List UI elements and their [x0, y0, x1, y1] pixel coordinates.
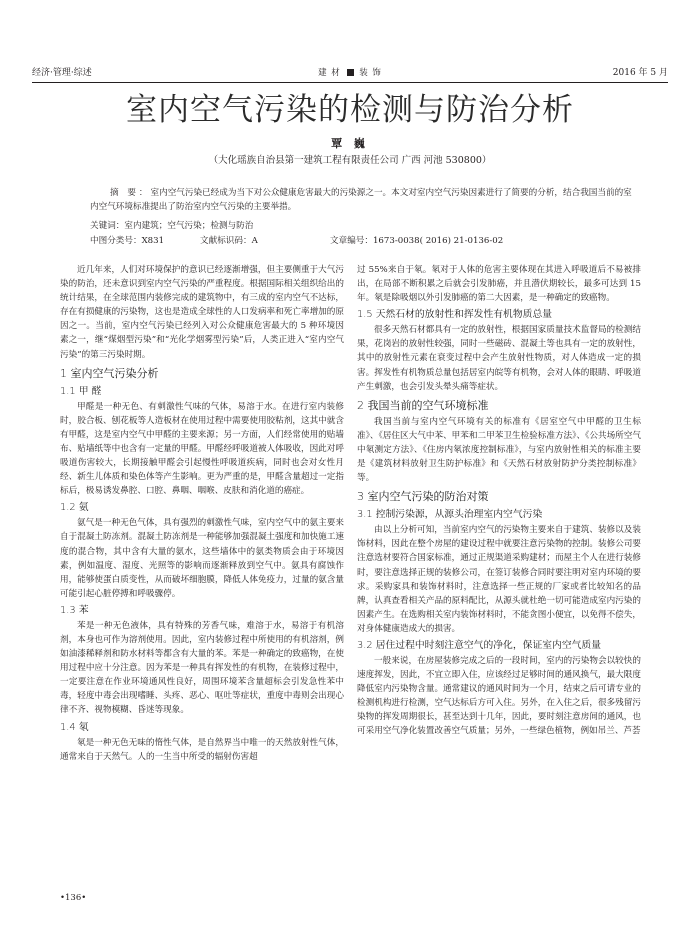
paragraph-1-2: 氨气是一种无色气体，具有强烈的刺激性气味，室内空气中的氨主要来自于混凝土防冻剂。混凝土防冻剂是一种能够加强混凝土强度和加快施工速度的混合物，其中含有大量的氨水，这些墙体中的氨类物质会由于环境因素，例如温度、湿度、光照等的影响而逐渐释放到空气中。氨具有腐蚀作用，能够使蛋白质变性，从而破坏细胞膜，降低人体免疫力，过量的氨含量可能引起心脏停搏和呼吸骤停。: [60, 518, 344, 599]
article-number: 文章编号：1673-0038( 2016) 21-0136-02: [330, 236, 504, 246]
clc-number: 中图分类号：X831: [90, 236, 165, 246]
paragraph-1-1: 甲醛是一种无色、有刺激性气味的气体，易溶于水。在进行室内装修时，胶合板、刨花板等人造板材在使用过程中需要使用胶粘剂，这其中就含有甲醛，这是室内空气中甲醛的主要来源；另一方面，人们经常使用的贴墙布、贴墙纸等中也含有一定量的甲醛。甲醛经呼吸道被人体吸收，因此对呼吸道伤害较大，长期接触甲醛会引起慢性呼吸道疾病，同时也会对女性月经、新生儿体质和染色体等产生影响。更为严重的是，甲醛含量超过一定指标后，极易诱发鼻腔、口腔、鼻咽、咽喉、皮肤和消化道的癌症。: [60, 401, 344, 497]
affiliation: （大化瑶族自治县第一建筑工程有限责任公司 广西 河池 530800）: [208, 155, 492, 166]
section-heading-3: 3 室内空气污染的防治对策: [357, 490, 489, 504]
subsection-heading-1-3: 1.3 苯: [60, 604, 89, 616]
paragraph-1-3: 苯是一种无色液体，具有特殊的芳香气味，难溶于水，易溶于有机溶剂，本身也可作为溶剂使用。因此，室内装修过程中所使用的有机溶剂，例如油漆稀释剂和防水材料等都含有大量的苯。苯是一种确定的致癌物，在使用过程中应十分注意。因为苯是一种具有挥发性的有机物，在装修过程中，一定要注意在作业环境通风性良好，周围环境苯含量超标会引发急性苯中毒，轻度中毒会出现嗜睡、头疼、恶心、呕吐等症状，重度中毒则会出现心律不齐、视物模糊、昏迷等现象。: [60, 620, 344, 716]
abstract-label: 摘 要：: [110, 188, 151, 198]
intro-paragraph: 近几年来，人们对环境保护的意识已经逐渐增强，但主要侧重于大气污染的防治，还未意识到室内空气污染的严重程度。根据国际相关组织给出的统计结果，在全球范围内装修完成的建筑物中，有三成的室内空气不达标，存在有损健康的污染物，这也是造成全球性的人口发病率和死亡率增加的原因之一。当前，室内空气污染已经列入对公众健康危害最大的 5 种环境因素之一，继“煤烟型污染”和“光化学烟雾型污染”后，人类正进入“室内空气污染”的第三污染时期。: [60, 265, 344, 360]
abstract: [90, 186, 635, 214]
keywords-text: 室内建筑；空气污染；检测与防治: [124, 221, 254, 231]
article-meta: [90, 234, 635, 248]
paragraph-3-1: 由以上分析可知，当前室内空气的污染物主要来自于建筑、装修以及装饰材料，因此在整个房屋的建设过程中就要注意污染物的控制。装修公司要注意选材要符合国家标准，通过正规渠道采购建材；而屋主个人在进行装修时，要注意选择正规的装修公司，在签订装修合同时要注明对室内环境的要求。采购家具和装饰材料时，注意选择一些正规的厂家或者比较知名的品牌，认真查看相关产品的原料配比，从源头就杜绝一切可能造成室内污染的因素产生。在选购相关室内装饰材料时，不能贪图小便宜，以免得不偿失，对身体健康造成大的损害。: [357, 525, 641, 634]
issue-date: 2016 年 5 月: [612, 68, 668, 78]
abstract-text: 室内空气污染已经成为当下对公众健康危害最大的污染源之一。本文对室内空气污染因素进行了简要的分析，结合我国当前的室内空气环境标准提出了防治室内空气污染的主要举措。: [90, 188, 632, 212]
journal-name-part1: 建 材: [318, 68, 341, 78]
subsection-heading-3-2: 3.2 居住过程中时刻注意空气的净化，保证室内空气质量: [357, 639, 602, 651]
section-heading-1: 1 室内空气污染分析: [60, 366, 159, 380]
section-heading-2: 2 我国当前的空气环境标准: [357, 398, 489, 412]
paragraph-1-5: 很多天然石材都具有一定的放射性，根据国家质量技术监督局的检测结果，花岗岩的放射性较强，同时一些磁砖、混凝土等也具有一定的放射性，其中的放射性元素在衰变过程中会产生放射性物质，对人体造成一定的损害。挥发性有机物质总量包括居室内皖等有机物，会对人体的眼睛、呼吸道产生刺激，也会引发头晕头痛等症状。: [357, 325, 641, 392]
subsection-heading-1-1: 1.1 甲 醛: [60, 385, 102, 397]
journal-name-part2: 装 饰: [359, 68, 382, 78]
paragraph-1-4: 氡是一种无色无味的惰性气体，是自然界当中唯一的天然放射性气体，通常来自于天然气。人的一生当中所受的辐射伤害超: [60, 737, 344, 762]
journal-section: 经济·管理·综述: [32, 68, 92, 78]
keywords-label: 关键词：: [90, 221, 125, 231]
subsection-heading-1-4: 1.4 氡: [60, 721, 89, 733]
page-number: •136•: [60, 893, 87, 903]
right-column: [357, 263, 641, 739]
journal-name: [0, 66, 700, 80]
paragraph-3-2: 一般来说，在房屋装修完成之后的一段时间，室内的污染物会以较快的速度挥发，因此，不宜立即入住，应该经过足够时间的通风换气，最大限度降低室内污染物含量。通常建议的通风时间为一个月，结束之后可请专业的检测机构进行检测，空气达标后方可入住。另外，在入住之后，很多残留污染物的挥发周期很长，甚至达到十几年，因此，要时刻注意房间的通风，也可采用空气净化装置改善空气质量；另外，一些绿色植物，例如吊兰、芦荟: [357, 655, 641, 737]
paragraph-1-4-continued: 过 55%来自于氡。氡对于人体的危害主要体现在其进入呼吸道后不易被排出，在局部不断积累之后就会引发肺癌，并且潜伏期较长，最多可达到 15 年。氡是除吸烟以外引发肺癌的第二大因素，是一种确定的致癌物。: [357, 265, 641, 304]
subsection-heading-1-2: 1.2 氨: [60, 502, 89, 514]
subsection-heading-1-5: 1.5 天然石材的放射性和挥发性有机物质总量: [357, 309, 553, 321]
document-code: 文献标识码：A: [200, 236, 258, 246]
header-rule: [32, 82, 668, 83]
paragraph-2: 我国当前与室内空气环境有关的标准有《居室空气中甲醛的卫生标准》、《居住区大气中苯、甲苯和二甲苯卫生检验标准方法》、《公共场所空气中氡测定方法》、《住房内氡浓度控制标准》，与室内放射性相关的标准主要是《建筑材料放射卫生防护标准》和《天然石材放射防护分类控制标准》等。: [357, 416, 641, 484]
author: 覃 巍: [331, 137, 369, 150]
article-title: 室内空气污染的检测与防治分析: [126, 92, 574, 128]
subsection-heading-3-1: 3.1 控制污染源，从源头治理室内空气污染: [357, 509, 543, 521]
left-column: [60, 263, 344, 764]
square-separator-icon: [347, 69, 354, 76]
keywords: [90, 219, 635, 233]
